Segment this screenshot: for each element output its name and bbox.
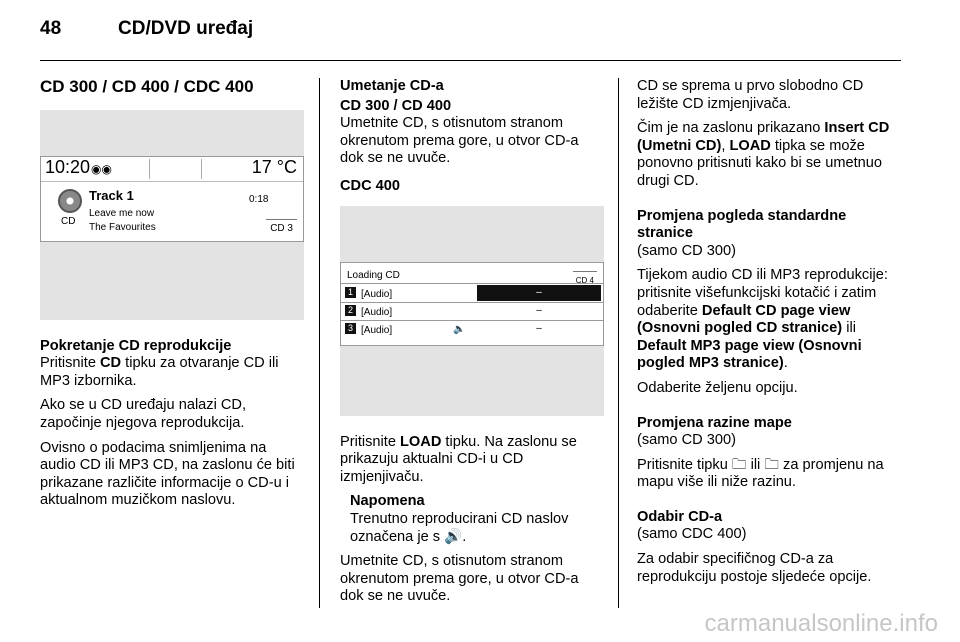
text: Pritisnite — [340, 433, 401, 450]
paragraph — [637, 457, 901, 492]
text: ili — [746, 456, 765, 473]
slot-value: – — [536, 304, 542, 316]
paragraph: Ako se u CD uređaju nalazi CD, započinje njegova reprodukcija. — [40, 397, 247, 431]
slot-label: [Audio] — [361, 324, 393, 336]
slot-number: 2 — [345, 305, 356, 316]
note — [350, 493, 606, 546]
folder-up-icon: 🗀 — [731, 456, 747, 473]
screen-label: Insert CD (Umetni CD) — [637, 120, 890, 154]
text: tipku za otvaranje CD ili MP3 izbornika. — [40, 355, 279, 389]
slot-value: – — [536, 322, 542, 334]
header-rule — [40, 60, 901, 61]
display-divider — [149, 159, 150, 179]
text: za promjenu na mapu više ili niže razinu. — [637, 456, 884, 491]
paragraph: CD se sprema u prvo slobodno CD ležište CD izmjenjivača. — [637, 78, 864, 112]
paragraph — [40, 355, 306, 390]
heading-insert-cd: Umetanje CD-a — [340, 78, 444, 94]
slot-label: [Audio] — [361, 288, 393, 300]
speaker-icon: 🔈 — [453, 323, 466, 335]
cd-display-illustration — [40, 110, 304, 320]
paragraph — [637, 120, 901, 190]
folder-down-icon: 🗀 — [764, 456, 779, 473]
display-artist: The Favourites — [89, 221, 156, 233]
list-item — [341, 285, 603, 301]
text: Tijekom audio CD ili MP3 reprodukcije: pritisnite višefunkcijski kotačić i zatim odaberite — [637, 267, 888, 319]
heading-select-cd: Odabir CD-a — [637, 508, 723, 525]
text: . — [783, 355, 788, 372]
paragraph: Ovisno o podacima snimljenima na audio CD ili MP3 CD, na zaslonu će biti prikazane različite informacije o CD-u i aktualnom muzičkom naslovu. — [40, 439, 295, 509]
heading-change-view: Promjena pogleda standardne stranice — [637, 207, 847, 242]
display-track: Track 1 — [89, 187, 134, 203]
paragraph: (samo CD 300) — [637, 432, 736, 449]
spacer — [637, 405, 901, 415]
text: ili — [842, 320, 856, 337]
slot-label: [Audio] — [361, 306, 393, 318]
note-body: Trenutno reproducirani CD naslov označena je s 🔊. — [350, 510, 569, 545]
paragraph: Za odabir specifičnog CD-a za reprodukciju postoje sljedeće opcije. — [637, 551, 872, 585]
display-cd-label: CD — [61, 215, 76, 227]
text: tipka se može ponovno pritisnuti kako bi se umetnuo drugi CD. — [637, 137, 883, 189]
page-number: 48 — [40, 18, 62, 39]
cd-display-screen — [40, 156, 304, 242]
heading-start-playback: Pokretanje CD reprodukcije — [40, 337, 232, 354]
slot-number: 1 — [345, 287, 356, 298]
disc-icon — [58, 189, 82, 213]
column-divider-1 — [319, 78, 320, 608]
text: Pritisnite tipku — [637, 456, 732, 473]
watermark: carmanualsonline.info — [704, 610, 938, 637]
paragraph — [340, 434, 606, 487]
column-1 — [40, 78, 306, 517]
display-divider — [201, 159, 202, 179]
spacer — [637, 198, 901, 208]
key-label: LOAD — [400, 433, 442, 450]
display-divider — [341, 283, 603, 284]
cd-mode-icon: ◉◉ — [91, 161, 112, 176]
heading-folder-level: Promjena razine mape — [637, 414, 792, 431]
text: tipku. Na zaslonu se prikazuju aktualni CD-i u CD izmjenjivaču. — [340, 433, 577, 485]
display-title: Leave me now — [89, 207, 155, 219]
cd-changer-screen — [340, 262, 604, 346]
display-divider — [41, 181, 303, 182]
paragraph: Umetnite CD, s otisnutom stranom okrenutom prema gore, u otvor CD-a dok se ne uvuče. — [340, 115, 579, 167]
note-title: Napomena — [350, 493, 425, 510]
key-label: LOAD — [729, 137, 771, 154]
display-slot: CD 4 — [573, 271, 597, 290]
cd-changer-illustration — [340, 206, 604, 416]
menu-label: Default MP3 page view (Osnovni pogled MP3 stranice) — [637, 337, 862, 372]
display-slot: CD 3 — [266, 219, 297, 238]
display-time: 10:20 — [45, 156, 91, 177]
list-item — [341, 321, 603, 337]
column-2 — [340, 78, 606, 613]
spacer — [637, 499, 901, 509]
section-title: CD 300 / CD 400 / CDC 400 — [40, 77, 254, 96]
slot-value: – — [477, 285, 601, 301]
heading-cdc400: CDC 400 — [340, 177, 401, 194]
column-divider-2 — [618, 78, 619, 608]
display-temperature: 17 °C — [251, 156, 297, 177]
display-heading: Loading CD — [347, 269, 400, 281]
list-item — [341, 303, 603, 319]
chapter-title: CD/DVD uređaj — [118, 18, 254, 39]
paragraph: (samo CD 300) — [637, 242, 736, 259]
menu-label: Default CD page view (Osnovni pogled CD stranice) — [637, 302, 851, 337]
slot-number: 3 — [345, 323, 356, 334]
paragraph: Umetnite CD, s otisnutom stranom okrenutom prema gore, u otvor CD-a dok se ne uvuče. — [340, 553, 579, 605]
text: Čim je na zaslonu prikazano — [637, 120, 825, 137]
display-elapsed: 0:18 — [249, 193, 269, 205]
paragraph — [637, 267, 901, 373]
column-3 — [637, 78, 901, 593]
heading-cd300: CD 300 / CD 400 — [340, 97, 452, 114]
key-label: CD — [100, 355, 122, 372]
text: Pritisnite — [40, 355, 101, 372]
text: , — [721, 137, 730, 154]
paragraph: Odaberite željenu opciju. — [637, 379, 798, 396]
paragraph: (samo CDC 400) — [637, 526, 747, 543]
